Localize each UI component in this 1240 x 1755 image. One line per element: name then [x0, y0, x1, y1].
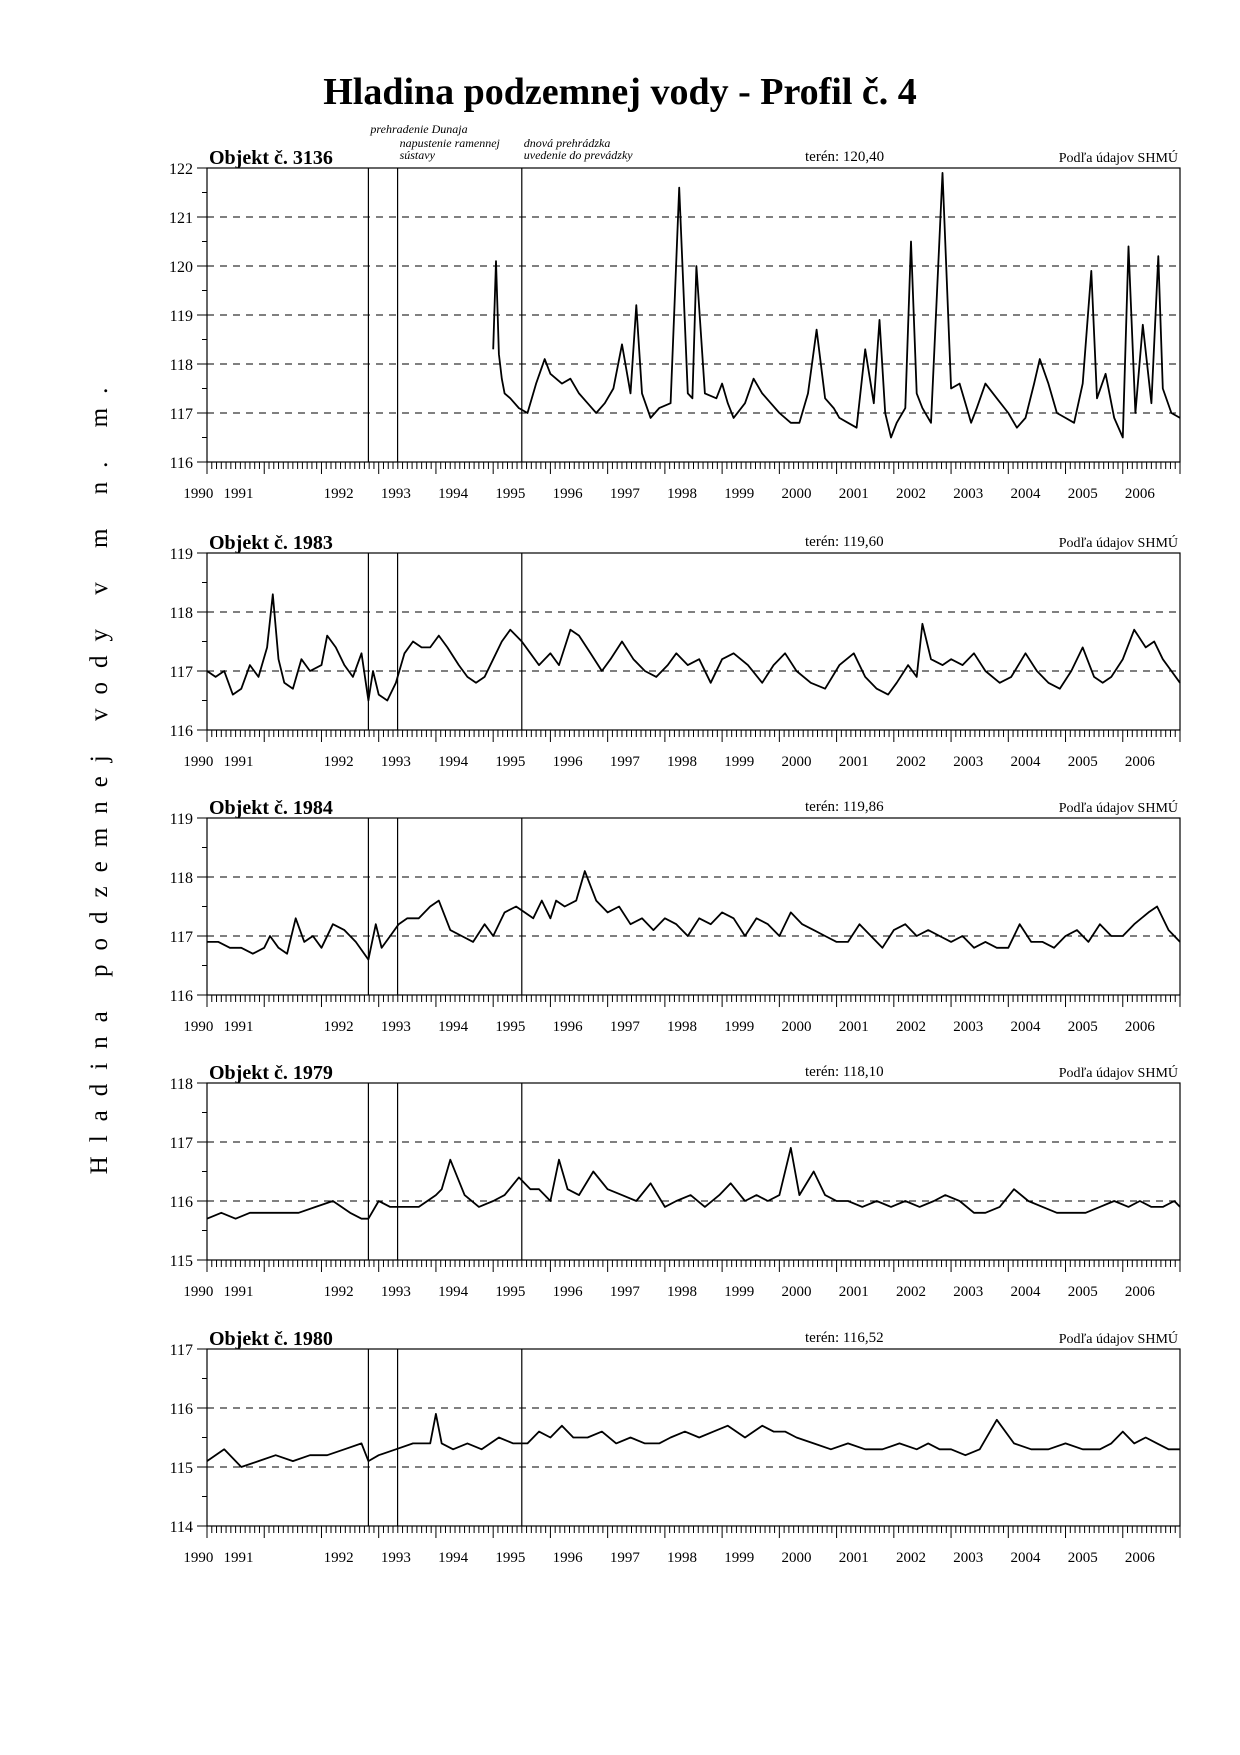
x-tick-label: 1998 — [667, 754, 698, 770]
y-tick-label: 117 — [169, 406, 193, 423]
x-tick-label: 1994 — [438, 1550, 469, 1566]
x-tick-label: 1998 — [667, 486, 698, 502]
x-tick-label: 1994 — [438, 486, 469, 502]
x-tick-label: 1999 — [724, 486, 755, 502]
panel-title: Objekt č. 1980 — [209, 1328, 333, 1350]
x-tick-label: 1995 — [495, 486, 526, 502]
x-tick-label: 2006 — [1124, 754, 1155, 770]
x-tick-label: 2001 — [838, 1550, 869, 1566]
x-tick-label: 1991 — [223, 1550, 254, 1566]
event-label-dnova-prehradzka: uvedenie do prevádzky — [523, 148, 633, 162]
plot-frame — [207, 1349, 1180, 1526]
plot-frame — [207, 818, 1180, 995]
source-label: Podľa údajov SHMÚ — [1058, 536, 1178, 551]
y-tick-label: 117 — [169, 929, 193, 946]
source-label: Podľa údajov SHMÚ — [1058, 801, 1178, 816]
event-label-napustenie-ramennej-sustavy: napustenie ramennej — [399, 136, 500, 150]
x-tick-label: 2002 — [895, 754, 926, 770]
event-label-prehradenie-dunaja: prehradenie Dunaja — [370, 122, 468, 136]
x-tick-label: 2006 — [1124, 1019, 1155, 1035]
x-tick-label: 2004 — [1010, 486, 1041, 502]
x-tick-label: 2001 — [838, 1284, 869, 1300]
x-tick-label: 2006 — [1124, 486, 1155, 502]
x-tick-label: 1990 — [183, 754, 214, 770]
y-tick-label: 116 — [169, 988, 193, 1005]
x-tick-label: 1991 — [223, 754, 254, 770]
x-tick-label: 1997 — [609, 754, 640, 770]
x-tick-label: 1993 — [380, 486, 411, 502]
panel-title: Objekt č. 1979 — [209, 1062, 333, 1084]
x-tick-label: 1993 — [380, 1550, 411, 1566]
y-tick-label: 117 — [169, 1342, 193, 1359]
y-tick-label: 114 — [169, 1519, 193, 1536]
x-tick-label: 1994 — [438, 754, 469, 770]
x-tick-label: 2004 — [1010, 1019, 1041, 1035]
x-tick-label: 2000 — [781, 754, 812, 770]
x-tick-label: 1995 — [495, 754, 526, 770]
panel-title: Objekt č. 1983 — [209, 532, 333, 554]
x-tick-label: 1994 — [438, 1019, 469, 1035]
y-tick-label: 116 — [169, 1194, 193, 1211]
y-tick-label: 121 — [169, 210, 193, 227]
x-tick-label: 2005 — [1067, 1284, 1098, 1300]
x-tick-label: 2004 — [1010, 754, 1041, 770]
x-tick-label: 1990 — [183, 1550, 214, 1566]
x-tick-label: 1999 — [724, 1284, 755, 1300]
y-tick-label: 118 — [169, 357, 193, 374]
x-tick-label: 2003 — [953, 1550, 984, 1566]
x-tick-label: 2000 — [781, 1284, 812, 1300]
source-label: Podľa údajov SHMÚ — [1058, 1066, 1178, 1081]
x-tick-label: 1991 — [223, 1284, 254, 1300]
x-tick-label: 2005 — [1067, 1550, 1098, 1566]
y-tick-label: 117 — [169, 664, 193, 681]
y-tick-label: 120 — [169, 259, 193, 276]
terrain-label: terén: 118,10 — [805, 1064, 884, 1080]
plot-frame — [207, 553, 1180, 730]
y-tick-label: 117 — [169, 1135, 193, 1152]
x-tick-label: 2000 — [781, 1019, 812, 1035]
x-tick-label: 1998 — [667, 1550, 698, 1566]
y-tick-label: 116 — [169, 455, 193, 472]
y-tick-label: 118 — [169, 1076, 193, 1093]
y-tick-label: 115 — [169, 1253, 193, 1270]
x-tick-label: 1999 — [724, 754, 755, 770]
x-tick-label: 2002 — [895, 1284, 926, 1300]
x-tick-label: 1996 — [552, 486, 583, 502]
x-tick-label: 2003 — [953, 486, 984, 502]
x-tick-label: 1992 — [323, 486, 354, 502]
event-label-napustenie-ramennej-sustavy: sústavy — [399, 148, 435, 162]
x-tick-label: 2003 — [953, 754, 984, 770]
x-tick-label: 1995 — [495, 1550, 526, 1566]
x-tick-label: 1993 — [380, 1019, 411, 1035]
x-tick-label: 1996 — [552, 1550, 583, 1566]
x-tick-label: 1996 — [552, 754, 583, 770]
x-tick-label: 2005 — [1067, 486, 1098, 502]
x-tick-label: 1995 — [495, 1019, 526, 1035]
source-label: Podľa údajov SHMÚ — [1058, 151, 1178, 166]
y-tick-label: 122 — [169, 161, 193, 178]
series-line — [207, 1148, 1180, 1219]
event-annotations — [369, 122, 633, 162]
chart-panel-2 — [170, 532, 1180, 770]
y-tick-label: 119 — [169, 546, 193, 563]
x-tick-label: 1990 — [183, 486, 214, 502]
panel-title: Objekt č. 3136 — [209, 147, 333, 169]
y-tick-label: 118 — [169, 870, 193, 887]
x-tick-label: 2002 — [895, 1019, 926, 1035]
x-tick-label: 1998 — [667, 1019, 698, 1035]
x-tick-label: 2000 — [781, 1550, 812, 1566]
plot-frame — [207, 1083, 1180, 1260]
x-tick-label: 2000 — [781, 486, 812, 502]
x-tick-label: 2002 — [895, 1550, 926, 1566]
x-tick-label: 1999 — [724, 1019, 755, 1035]
event-label-dnova-prehradzka: dnová prehrádzka — [523, 136, 611, 150]
x-tick-label: 1992 — [323, 754, 354, 770]
terrain-label: terén: 116,52 — [805, 1330, 884, 1346]
y-axis-label-text: Hladina podzemnej vody v m n. m. — [86, 373, 113, 1175]
x-tick-label: 1997 — [609, 1019, 640, 1035]
x-tick-label: 2005 — [1067, 754, 1098, 770]
terrain-label: terén: 119,60 — [805, 534, 884, 550]
source-label: Podľa údajov SHMÚ — [1058, 1332, 1178, 1347]
series-line — [207, 594, 1180, 700]
x-tick-label: 1994 — [438, 1284, 469, 1300]
x-tick-label: 2001 — [838, 1019, 869, 1035]
x-tick-label: 1999 — [724, 1550, 755, 1566]
y-tick-label: 119 — [169, 811, 193, 828]
x-tick-label: 1991 — [223, 486, 254, 502]
x-tick-label: 2002 — [895, 486, 926, 502]
x-tick-label: 1990 — [183, 1019, 214, 1035]
y-tick-label: 118 — [169, 605, 193, 622]
x-tick-label: 1992 — [323, 1019, 354, 1035]
x-tick-label: 2006 — [1124, 1550, 1155, 1566]
x-tick-label: 1997 — [609, 1284, 640, 1300]
terrain-label: terén: 119,86 — [805, 799, 884, 815]
x-tick-label: 2005 — [1067, 1019, 1098, 1035]
series-line — [207, 1414, 1180, 1467]
y-tick-label: 116 — [169, 723, 193, 740]
x-tick-label: 2001 — [838, 486, 869, 502]
x-tick-label: 1992 — [323, 1284, 354, 1300]
x-tick-label: 1996 — [552, 1284, 583, 1300]
x-tick-label: 2004 — [1010, 1550, 1041, 1566]
series-line — [207, 871, 1180, 960]
chart-panel-1 — [169, 147, 1180, 502]
x-tick-label: 2006 — [1124, 1284, 1155, 1300]
y-tick-label: 115 — [169, 1460, 193, 1477]
x-tick-label: 1991 — [223, 1019, 254, 1035]
terrain-label: terén: 120,40 — [805, 149, 885, 165]
x-tick-label: 2003 — [953, 1284, 984, 1300]
chart-panel-4 — [170, 1062, 1180, 1300]
page-title: Hladina podzemnej vody - Profil č. 4 — [323, 71, 917, 113]
panel-title: Objekt č. 1984 — [209, 797, 333, 819]
y-tick-label: 116 — [169, 1401, 193, 1418]
series-line — [493, 173, 1180, 438]
x-tick-label: 1997 — [609, 1550, 640, 1566]
x-tick-label: 2003 — [953, 1019, 984, 1035]
x-tick-label: 1993 — [380, 1284, 411, 1300]
chart-panel-5 — [170, 1328, 1180, 1566]
x-tick-label: 1995 — [495, 1284, 526, 1300]
x-tick-label: 2001 — [838, 754, 869, 770]
x-tick-label: 1998 — [667, 1284, 698, 1300]
y-tick-label: 119 — [169, 308, 193, 325]
x-tick-label: 1997 — [609, 486, 640, 502]
x-tick-label: 1992 — [323, 1550, 354, 1566]
x-tick-label: 1990 — [183, 1284, 214, 1300]
x-tick-label: 1996 — [552, 1019, 583, 1035]
x-tick-label: 1993 — [380, 754, 411, 770]
x-tick-label: 2004 — [1010, 1284, 1041, 1300]
chart-panel-3 — [170, 797, 1180, 1035]
